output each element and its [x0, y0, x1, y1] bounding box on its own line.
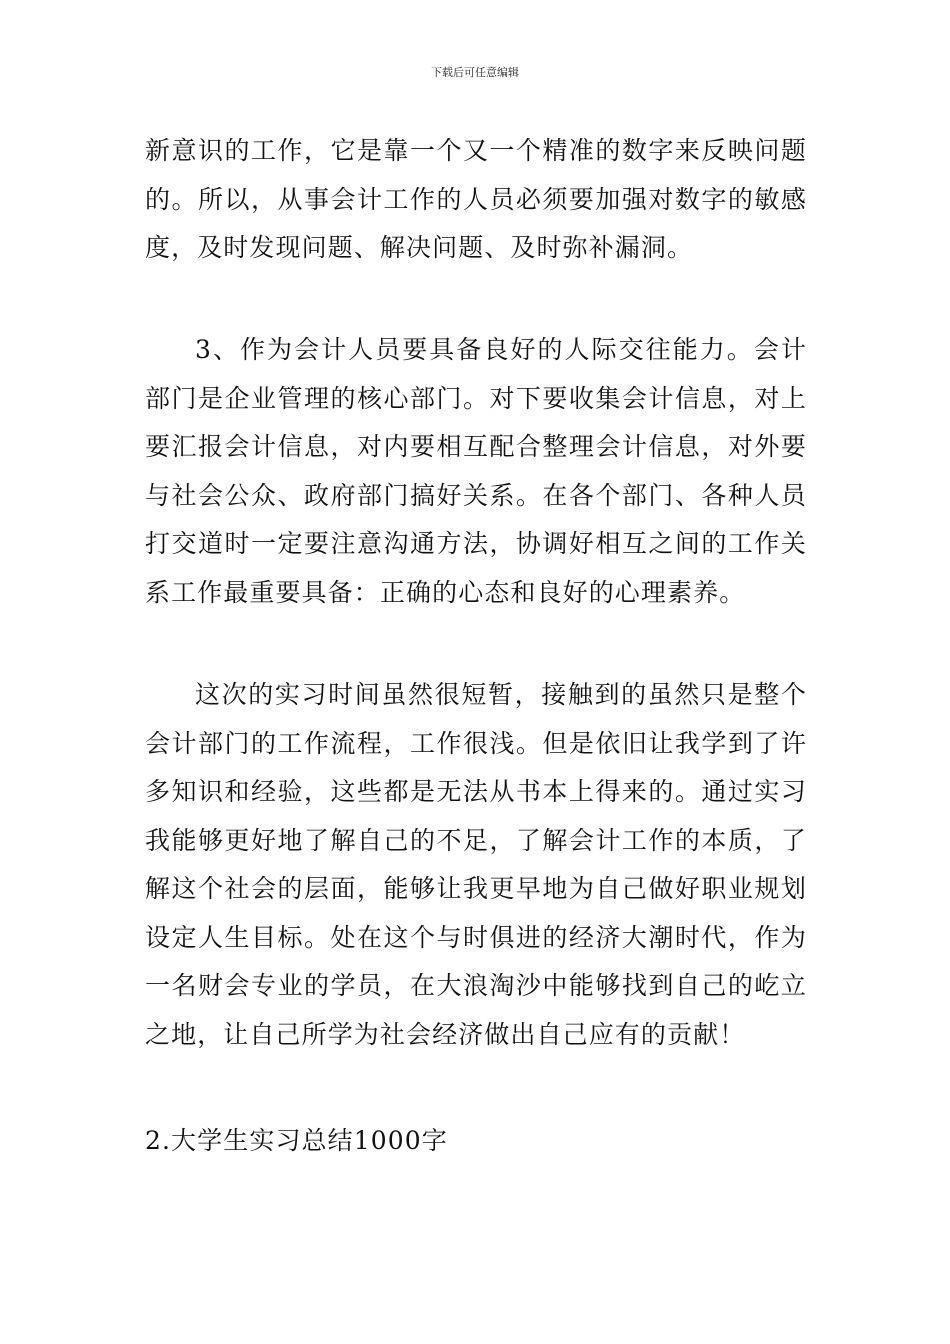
paragraph-internship-summary: 这次的实习时间虽然很短暂，接触到的虽然只是整个会计部门的工作流程，工作很浅。但是依旧让我学到了许多知识和经验，这些都是无法从书本上得来的。通过实习我能够更好地了解自己的不足，了解会计工作的本质，了解这个社会的层面，能够让我更早地为自己做好职业规划设定人生目标。处在这个与时俱进的经济大潮时代，作为一名财会专业的学员，在大浪淘沙中能够找到自己的屹立之地，让自己所学为社会经济做出自己应有的贡献！ — [145, 680, 807, 1049]
page-header-note: 下载后可任意编辑 — [431, 66, 519, 79]
paragraph-interpersonal-skills: 3、作为会计人员要具备良好的人际交往能力。会计部门是企业管理的核心部门。对下要收集会计信息，对上要汇报会计信息，对内要相互配合整理会计信息，对外要与社会公众、政府部门搞好关系。在各个部门、各种人员打交道时一定要注意沟通方法，协调好相互之间的工作关系工作最重要具备：正确的心态和良好的心理素养。 — [145, 335, 807, 607]
paragraph-continued: 新意识的工作，它是靠一个又一个精准的数字来反映问题的。所以，从事会计工作的人员必须要加强对数字的敏感度，及时发现问题、解决问题、及时弥补漏洞。 — [145, 136, 807, 262]
section-heading: 2.大学生实习总结1000字 — [145, 1126, 448, 1155]
